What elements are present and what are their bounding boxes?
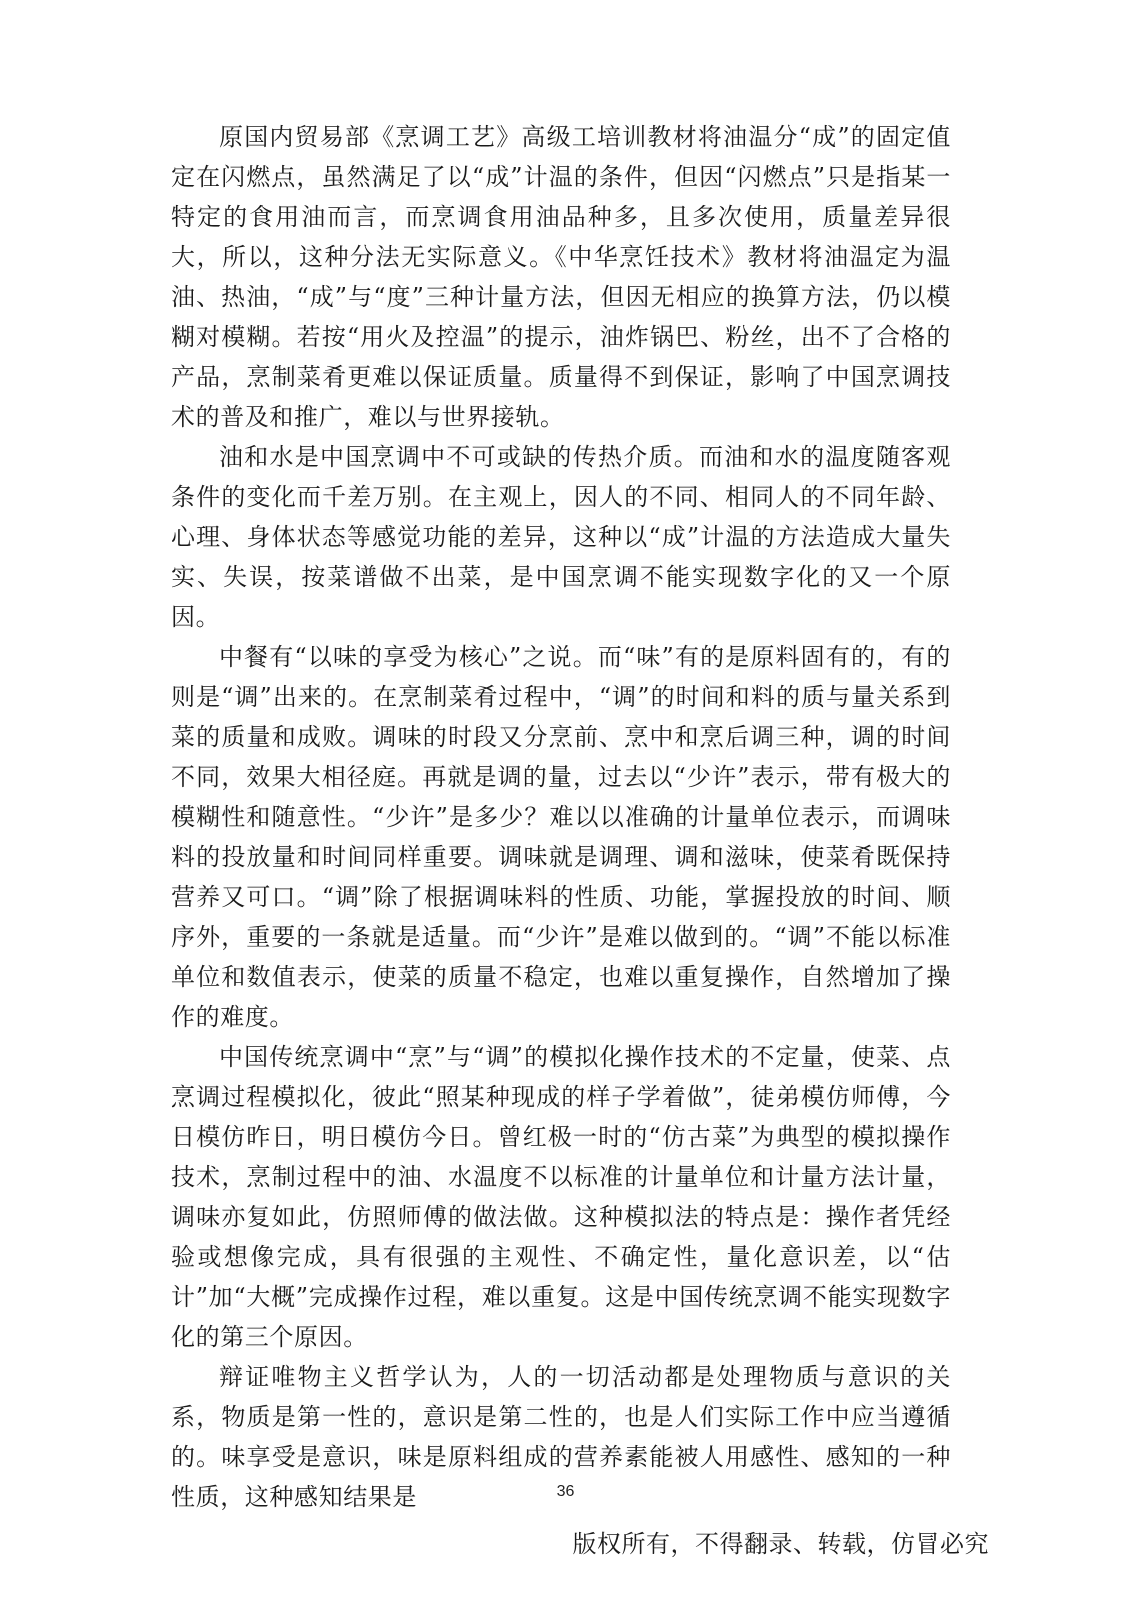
paragraph: 辩证唯物主义哲学认为，人的一切活动都是处理物质与意识的关系，物质是第一性的，意识是第二性的，也是人们实际工作中应当遵循的。味享受是意识，味是原料组成的营养素能被人用感性、感知的一种性质，这种感知结果是 [171, 1363, 951, 1511]
page-number: 36 [556, 1483, 575, 1500]
copyright-notice: 版权所有，不得翻录、转载，仿冒必究 [572, 1530, 989, 1558]
document-body [171, 117, 951, 1517]
paragraph: 中国传统烹调中“烹”与“调”的模拟化操作技术的不定量，使菜、点烹调过程模拟化，彼此“照某种现成的样子学着做”，徒弟模仿师傅，今日模仿昨日，明日模仿今日。曾红极一时的“仿古菜”为典型的模拟操作技术，烹制过程中的油、水温度不以标准的计量单位和计量方法计量，调味亦复如此，仿照师傅的做法做。这种模拟法的特点是：操作者凭经验或想像完成，具有很强的主观性、不确定性，量化意识差，以“估计”加“大概”完成操作过程，难以重复。这是中国传统烹调不能实现数字化的第三个原因。 [171, 1043, 951, 1351]
paragraph: 原国内贸易部《烹调工艺》高级工培训教材将油温分“成”的固定值定在闪燃点，虽然满足了以“成”计温的条件，但因“闪燃点”只是指某一特定的食用油而言，而烹调食用油品种多，且多次使用，质量差异很大，所以，这种分法无实际意义。《中华烹饪技术》教材将油温定为温油、热油，“成”与“度”三种计量方法，但因无相应的换算方法，仍以模糊对模糊。若按“用火及控温”的提示，油炸锅巴、粉丝，出不了合格的产品，烹制菜肴更难以保证质量。质量得不到保证，影响了中国烹调技术的普及和推广，难以与世界接轨。 [171, 123, 951, 431]
paragraph: 中餐有“以味的享受为核心”之说。而“味”有的是原料固有的，有的则是“调”出来的。在烹制菜肴过程中，“调”的时间和料的质与量关系到菜的质量和成败。调味的时段又分烹前、烹中和烹后调三种，调的时间不同，效果大相径庭。再就是调的量，过去以“少许”表示，带有极大的模糊性和随意性。“少许”是多少？难以以准确的计量单位表示，而调味料的投放量和时间同样重要。调味就是调理、调和滋味，使菜肴既保持营养又可口。“调”除了根据调味料的性质、功能，掌握投放的时间、顺序外，重要的一条就是适量。而“少许”是难以做到的。“调”不能以标准单位和数值表示，使菜的质量不稳定，也难以重复操作，自然增加了操作的难度。 [171, 643, 951, 1031]
paragraph: 油和水是中国烹调中不可或缺的传热介质。而油和水的温度随客观条件的变化而千差万别。在主观上，因人的不同、相同人的不同年龄、心理、身体状态等感觉功能的差异，这种以“成”计温的方法造成大量失实、失误，按菜谱做不出菜，是中国烹调不能实现数字化的又一个原因。 [171, 443, 951, 631]
